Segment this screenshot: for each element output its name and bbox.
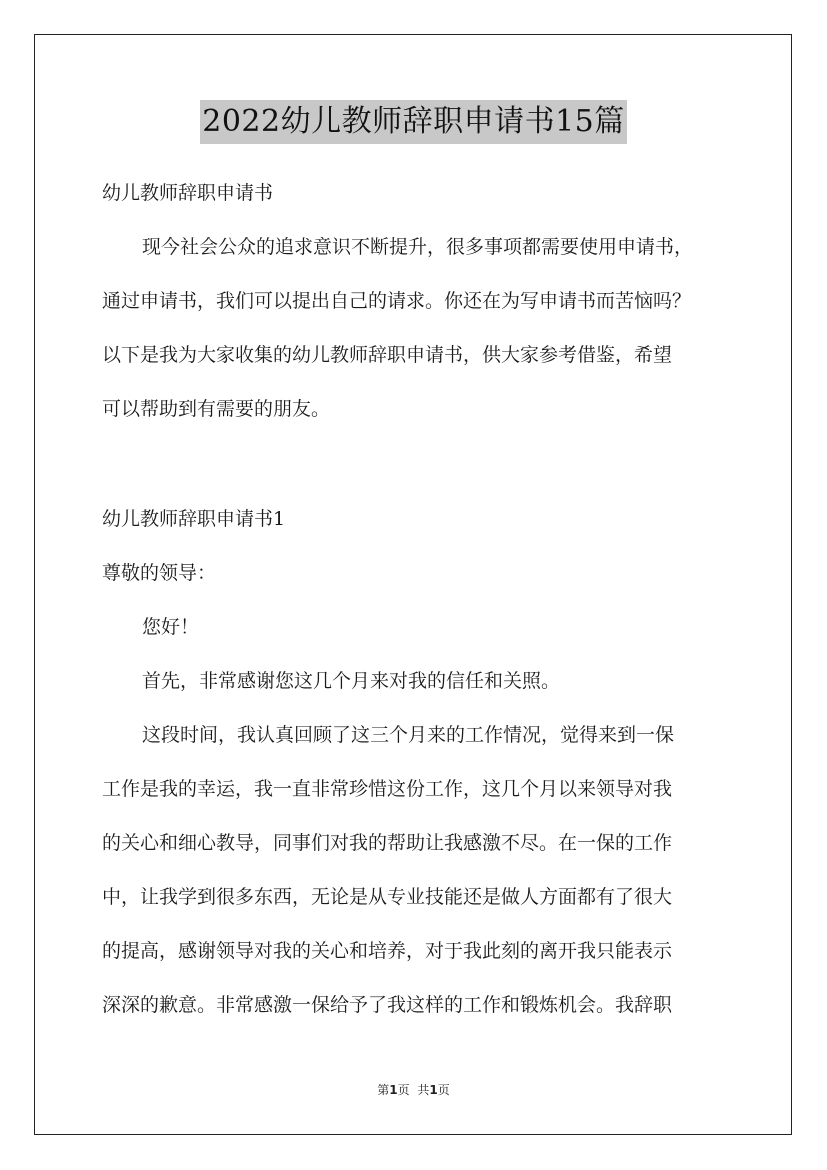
page-suffix: 页	[397, 1083, 410, 1097]
section-heading: 幼儿教师辞职申请书1	[102, 508, 286, 530]
salutation: 尊敬的领导：	[102, 562, 217, 584]
paragraph-line: 深深的歉意。非常感激一保给予了我这样的工作和锻炼机会。我辞职	[102, 994, 673, 1016]
section-heading: 幼儿教师辞职申请书	[102, 182, 274, 204]
document-title: 2022幼儿教师辞职申请书15篇	[200, 100, 627, 144]
paragraph-line: 现今社会公众的追求意识不断提升，很多事项都需要使用申请书，	[142, 236, 694, 258]
paragraph-line: 首先，非常感谢您这几个月来对我的信任和关照。	[142, 670, 561, 692]
paragraph-line: 的关心和细心教导，同事们对我的帮助让我感激不尽。在一保的工作	[102, 832, 673, 854]
page-prefix: 第	[377, 1083, 390, 1097]
paragraph-line: 这段时间，我认真回顾了这三个月来的工作情况，觉得来到一保	[142, 724, 675, 746]
page-number: 1	[389, 1083, 398, 1097]
paragraph-line: 以下是我为大家收集的幼儿教师辞职申请书，供大家参考借鉴，希望	[102, 344, 673, 366]
page-footer	[0, 1082, 827, 1098]
total-prefix: 共	[417, 1083, 430, 1097]
paragraph-line: 可以帮助到有需要的朋友。	[102, 398, 331, 420]
total-pages: 1	[429, 1083, 438, 1097]
paragraph-line: 通过申请书，我们可以提出自己的请求。你还在为写申请书而苦恼吗？	[102, 290, 692, 312]
total-suffix: 页	[437, 1083, 450, 1097]
paragraph-line: 的提高，感谢领导对我的关心和培养，对于我此刻的离开我只能表示	[102, 940, 673, 962]
title-container	[0, 100, 827, 144]
paragraph-line: 中，让我学到很多东西，无论是从专业技能还是做人方面都有了很大	[102, 886, 673, 908]
greeting: 您好！	[142, 616, 200, 638]
paragraph-line: 工作是我的幸运，我一直非常珍惜这份工作，这几个月以来领导对我	[102, 778, 673, 800]
